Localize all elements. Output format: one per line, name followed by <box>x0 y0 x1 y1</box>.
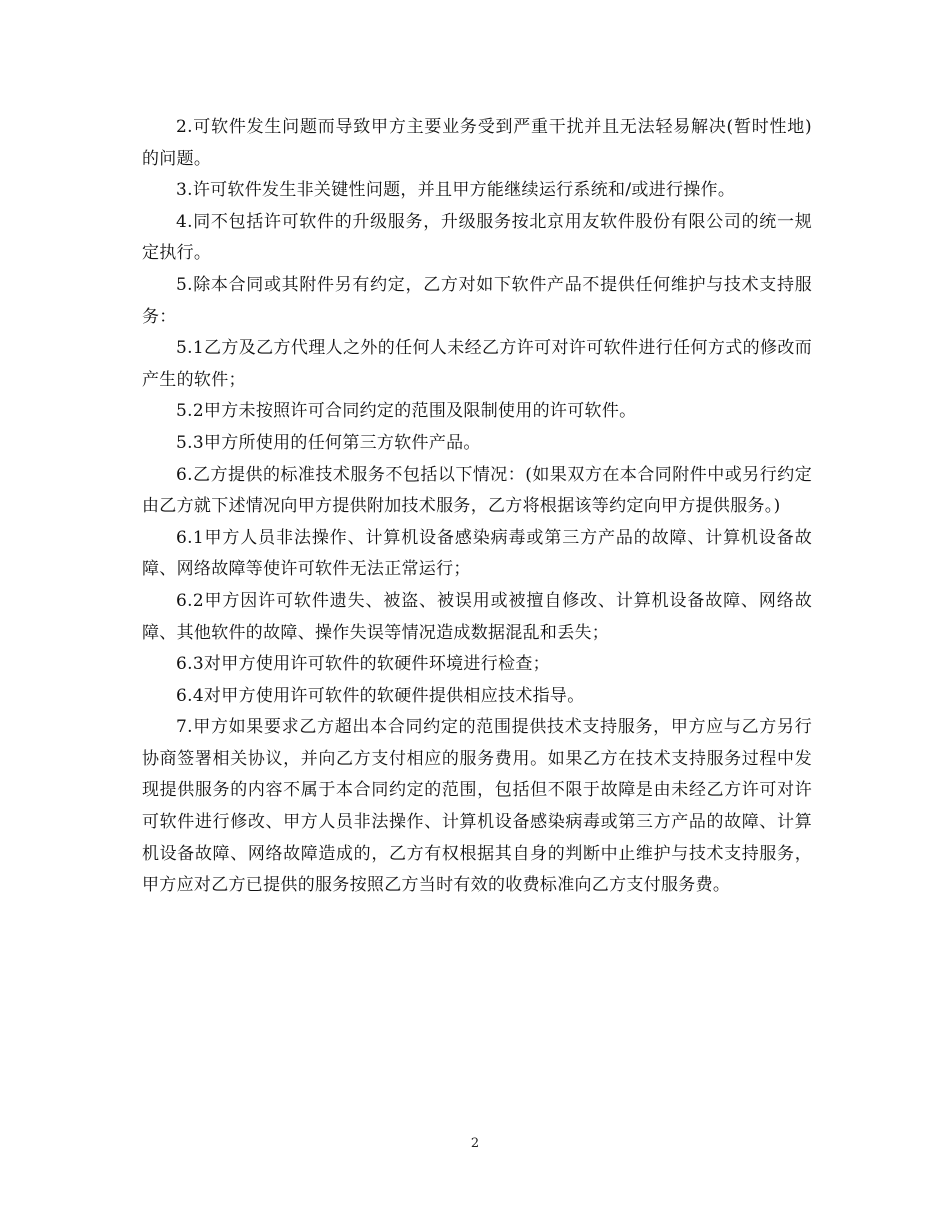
paragraph-6: 6.乙方提供的标准技术服务不包括以下情况：(如果双方在本合同附件中或另行约定由乙方就下述情况向甲方提供附加技术服务，乙方将根据该等约定向甲方提供服务。) <box>142 464 812 517</box>
page-number: 2 <box>470 1136 480 1151</box>
document-body <box>142 112 812 902</box>
paragraph-6-3: 6.3对甲方使用许可软件的软硬件环境进行检查； <box>176 654 550 675</box>
paragraph-6-1: 6.1甲方人员非法操作、计算机设备感染病毒或第三方产品的故障、计算机设备故障、网络故障等使许可软件无法正常运行； <box>142 527 812 580</box>
paragraph-5-2: 5.2甲方未按照许可合同约定的范围及限制使用的许可软件。 <box>176 401 637 422</box>
paragraph-6-2: 6.2甲方因许可软件遗失、被盗、被误用或被擅自修改、计算机设备故障、网络故障、其他软件的故障、操作失误等情况造成数据混乱和丢失； <box>142 590 812 643</box>
paragraph-2: 2.可软件发生问题而导致甲方主要业务受到严重干扰并且无法轻易解决(暂时性地)的问题。 <box>142 117 812 169</box>
paragraph-7: 7.甲方如果要求乙方超出本合同约定的范围提供技术支持服务，甲方应与乙方另行协商签署相关协议，并向乙方支付相应的服务费用。如果乙方在技术支持服务过程中发现提供服务的内容不属于本合同约定的范围，包括但不限于故障是由未经乙方许可对许可软件进行修改、甲方人员非法操作、计算机设备感染病毒或第三方产品的故障、计算机设备故障、网络故障造成的，乙方有权根据其自身的判断中止维护与技术支持服务，甲方应对乙方已提供的服务按照乙方当时有效的收费标准向乙方支付服务费。 <box>142 717 812 896</box>
paragraph-5-1: 5.1乙方及乙方代理人之外的任何人未经乙方许可对许可软件进行任何方式的修改而产生的软件； <box>142 338 812 390</box>
paragraph-4: 4.同不包括许可软件的升级服务，升级服务按北京用友软件股份有限公司的统一规定执行。 <box>142 211 812 264</box>
paragraph-6-4: 6.4对甲方使用许可软件的软硬件提供相应技术指导。 <box>176 685 585 706</box>
paragraph-5: 5.除本合同或其附件另有约定，乙方对如下软件产品不提供任何维护与技术支持服务： <box>142 274 812 327</box>
paragraph-3: 3.许可软件发生非关键性问题，并且甲方能继续运行系统和/或进行操作。 <box>176 180 736 201</box>
paragraph-5-3: 5.3甲方所使用的任何第三方软件产品。 <box>176 432 481 453</box>
